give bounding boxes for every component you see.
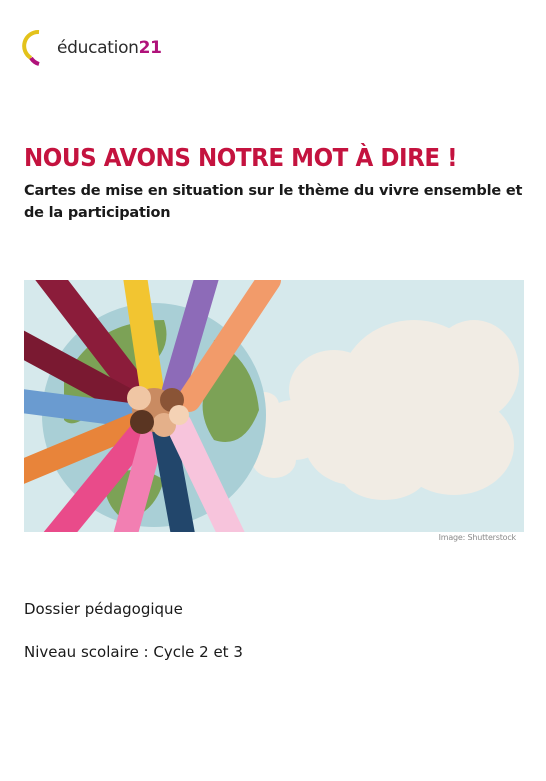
logo	[22, 28, 162, 68]
school-level: Niveau scolaire : Cycle 2 et 3	[24, 643, 243, 661]
page-subtitle: Cartes de mise en situation sur le thème du vivre ensemble et de la participation	[24, 183, 523, 221]
image-credit: Image: Shutterstock	[438, 533, 516, 542]
document-type: Dossier pédagogique	[24, 600, 183, 618]
page-title: NOUS AVONS NOTRE MOT À DIRE !	[24, 143, 458, 172]
logo-mark-icon	[22, 28, 56, 68]
hero-illustration	[24, 280, 524, 532]
logo-text: éducation21	[57, 38, 162, 58]
